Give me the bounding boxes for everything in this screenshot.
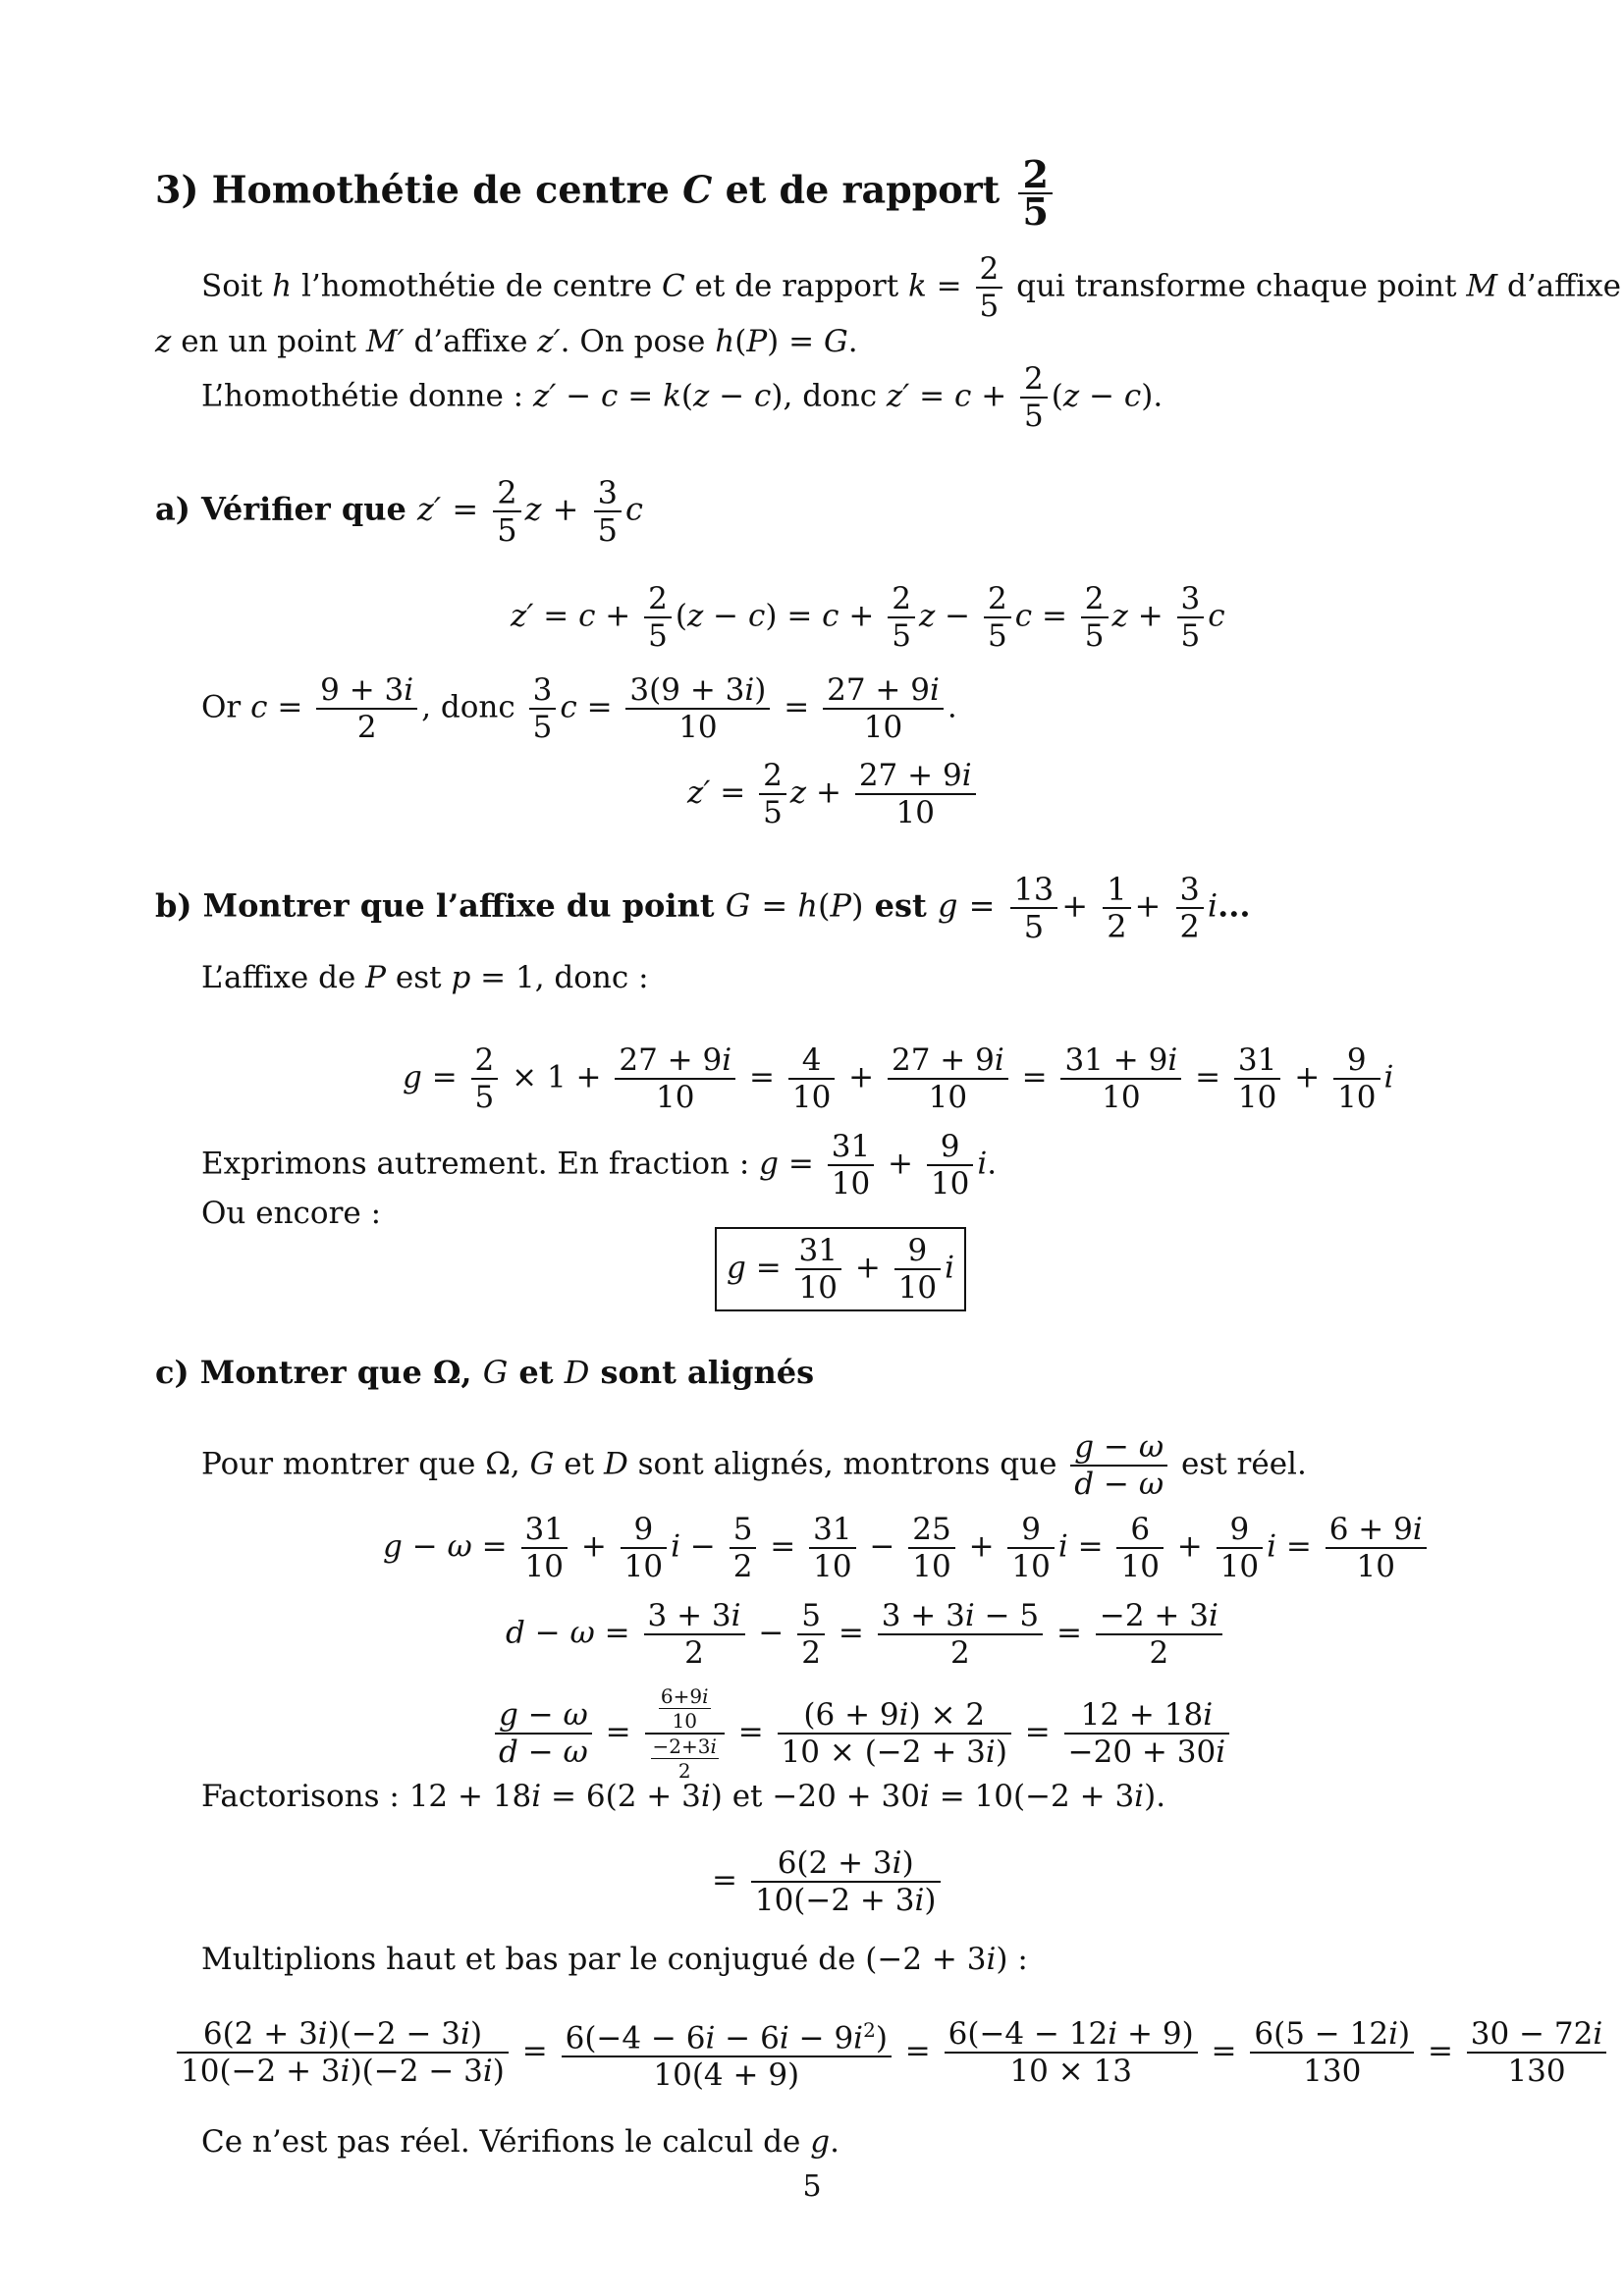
part-a-equation-1: z′ = c + $\frac{2}{5}$ (z − c) = c + $\frac{2}{5}$ z − $\frac{2}{5}$ c = $\frac{2}{5}$ z + $\frac{3}{5}$ c bbox=[511, 581, 1225, 654]
part-a-title: a) Vérifier que z′ = $\frac{2}{5}$ z + $\frac{3}{5}$ c bbox=[155, 474, 643, 549]
part-c-title: c) Montrer que Ω, G et D sont alignés bbox=[155, 1354, 815, 1391]
part-c-g-minus-omega: g − ω = $\frac{31}{10}$ + $\frac{9}{10}$ i − $\frac{5}{2}$ = $\frac{31}{10}$ − $\frac{25}{10}$ + $\frac{9}{10}$ i = $\frac{6}{10}$ + $\frac{9}{10}$ i = $\frac{6 + 9i}{10}$ bbox=[383, 1512, 1431, 1584]
part-b-calculation: g = $\frac{2}{5}$ × 1 + $\frac{27 + 9i}{10}$ = $\frac{4}{10}$ + $\frac{27 + 9i}{10}$ = $\frac{31 + 9i}{10}$ = $\frac{31}{10}$ + $\frac{9}{10}$ i bbox=[403, 1042, 1394, 1115]
part-b-p-line: L’affixe de P est p = 1, donc : bbox=[201, 960, 649, 995]
part-b-ou-encore: Ou encore : bbox=[201, 1196, 382, 1231]
intro-paragraph-1: Soit h l’homothétie de centre C et de rapport k = $\frac{2}{5}$ qui transforme chaque point M d’affixe bbox=[201, 251, 1621, 324]
part-b-boxed-result: g = $\frac{31}{10}$ + $\frac{9}{10}$ i bbox=[715, 1227, 966, 1311]
part-b-title: b) Montrer que l’affixe du point G = h(P) est g = $\frac{13}{5}$ + $\frac{1}{2}$ + $\frac{3}{2}$ i... bbox=[155, 871, 1251, 945]
part-c-factor-line: Factorisons : 12 + 18i = 6(2 + 3i) et −20 + 30i = 10(−2 + 3i). bbox=[201, 1779, 1166, 1814]
part-c-factored: = $\frac{6(2 + 3i)}{10(-2 + 3i)}$ bbox=[712, 1845, 945, 1918]
part-c-conclusion: Ce n’est pas réel. Vérifions le calcul de g. bbox=[201, 2124, 839, 2160]
section-title: 3) Homothétie de centre C et de rapport $\frac{2}{5}$ bbox=[155, 157, 1056, 230]
part-c-mult-line: Multiplions haut et bas par le conjugué de (−2 + 3i) : bbox=[201, 1942, 1028, 1977]
part-c-conjugate-calc: $\frac{6(2 + 3i)(-2 - 3i)}{10(-2 + 3i)(-2 - 3i)}$ = $\frac{6(-4 - 6i - 6i - 9i^2)}{10(4 + 9)}$ = $\frac{6(-4 - 12i + 9)}{10 \times 13}$ = $\frac{6(5 - 12i)}{130}$ = $\frac{30 - 72i}{130}$ bbox=[173, 2012, 1610, 2093]
part-c-intro: Pour montrer que Ω, G et D sont alignés, montrons que $\frac{g - \omega}{d - \omega}$ est réel. bbox=[201, 1429, 1307, 1502]
part-a-or-line: Or c = $\frac{9 + 3i}{2}$ , donc $\frac{3}{5}$ c = $\frac{3(9 + 3i)}{10}$ = $\frac{27 + 9i}{10}$ . bbox=[201, 672, 957, 745]
intro-paragraph-1-cont: z en un point M′ d’affixe z′. On pose h(P) = G. bbox=[155, 324, 858, 359]
title-fraction: $\frac{2}{5}$ bbox=[1018, 157, 1052, 230]
part-a-result: z′ = $\frac{2}{5}$ z + $\frac{27 + 9i}{10}$ bbox=[687, 758, 980, 830]
intro-paragraph-2: L’homothétie donne : z′ − c = k(z − c), donc z′ = c + $\frac{2}{5}$ (z − c). bbox=[201, 361, 1164, 434]
part-c-d-minus-omega: d − ω = $\frac{3 + 3i}{2}$ − $\frac{5}{2}$ = $\frac{3 + 3i - 5}{2}$ = $\frac{-2 + 3i}{2}$ bbox=[506, 1598, 1226, 1671]
part-c-ratio: $\frac{g - \omega}{d - \omega}$ = $\frac{\frac{6+9i}{10}}{\frac{-2+3i}{2}}$ = $\frac{(6 + 9i) \times 2}{10 \times (-2 + 3i)}$ = $\frac{12 + 18i}{-20 + 30i}$ bbox=[491, 1684, 1233, 1783]
part-b-expression-line: Exprimons autrement. En fraction : g = $\frac{31}{10}$ + $\frac{9}{10}$ i. bbox=[201, 1129, 998, 1201]
page-number: 5 bbox=[802, 2169, 822, 2204]
